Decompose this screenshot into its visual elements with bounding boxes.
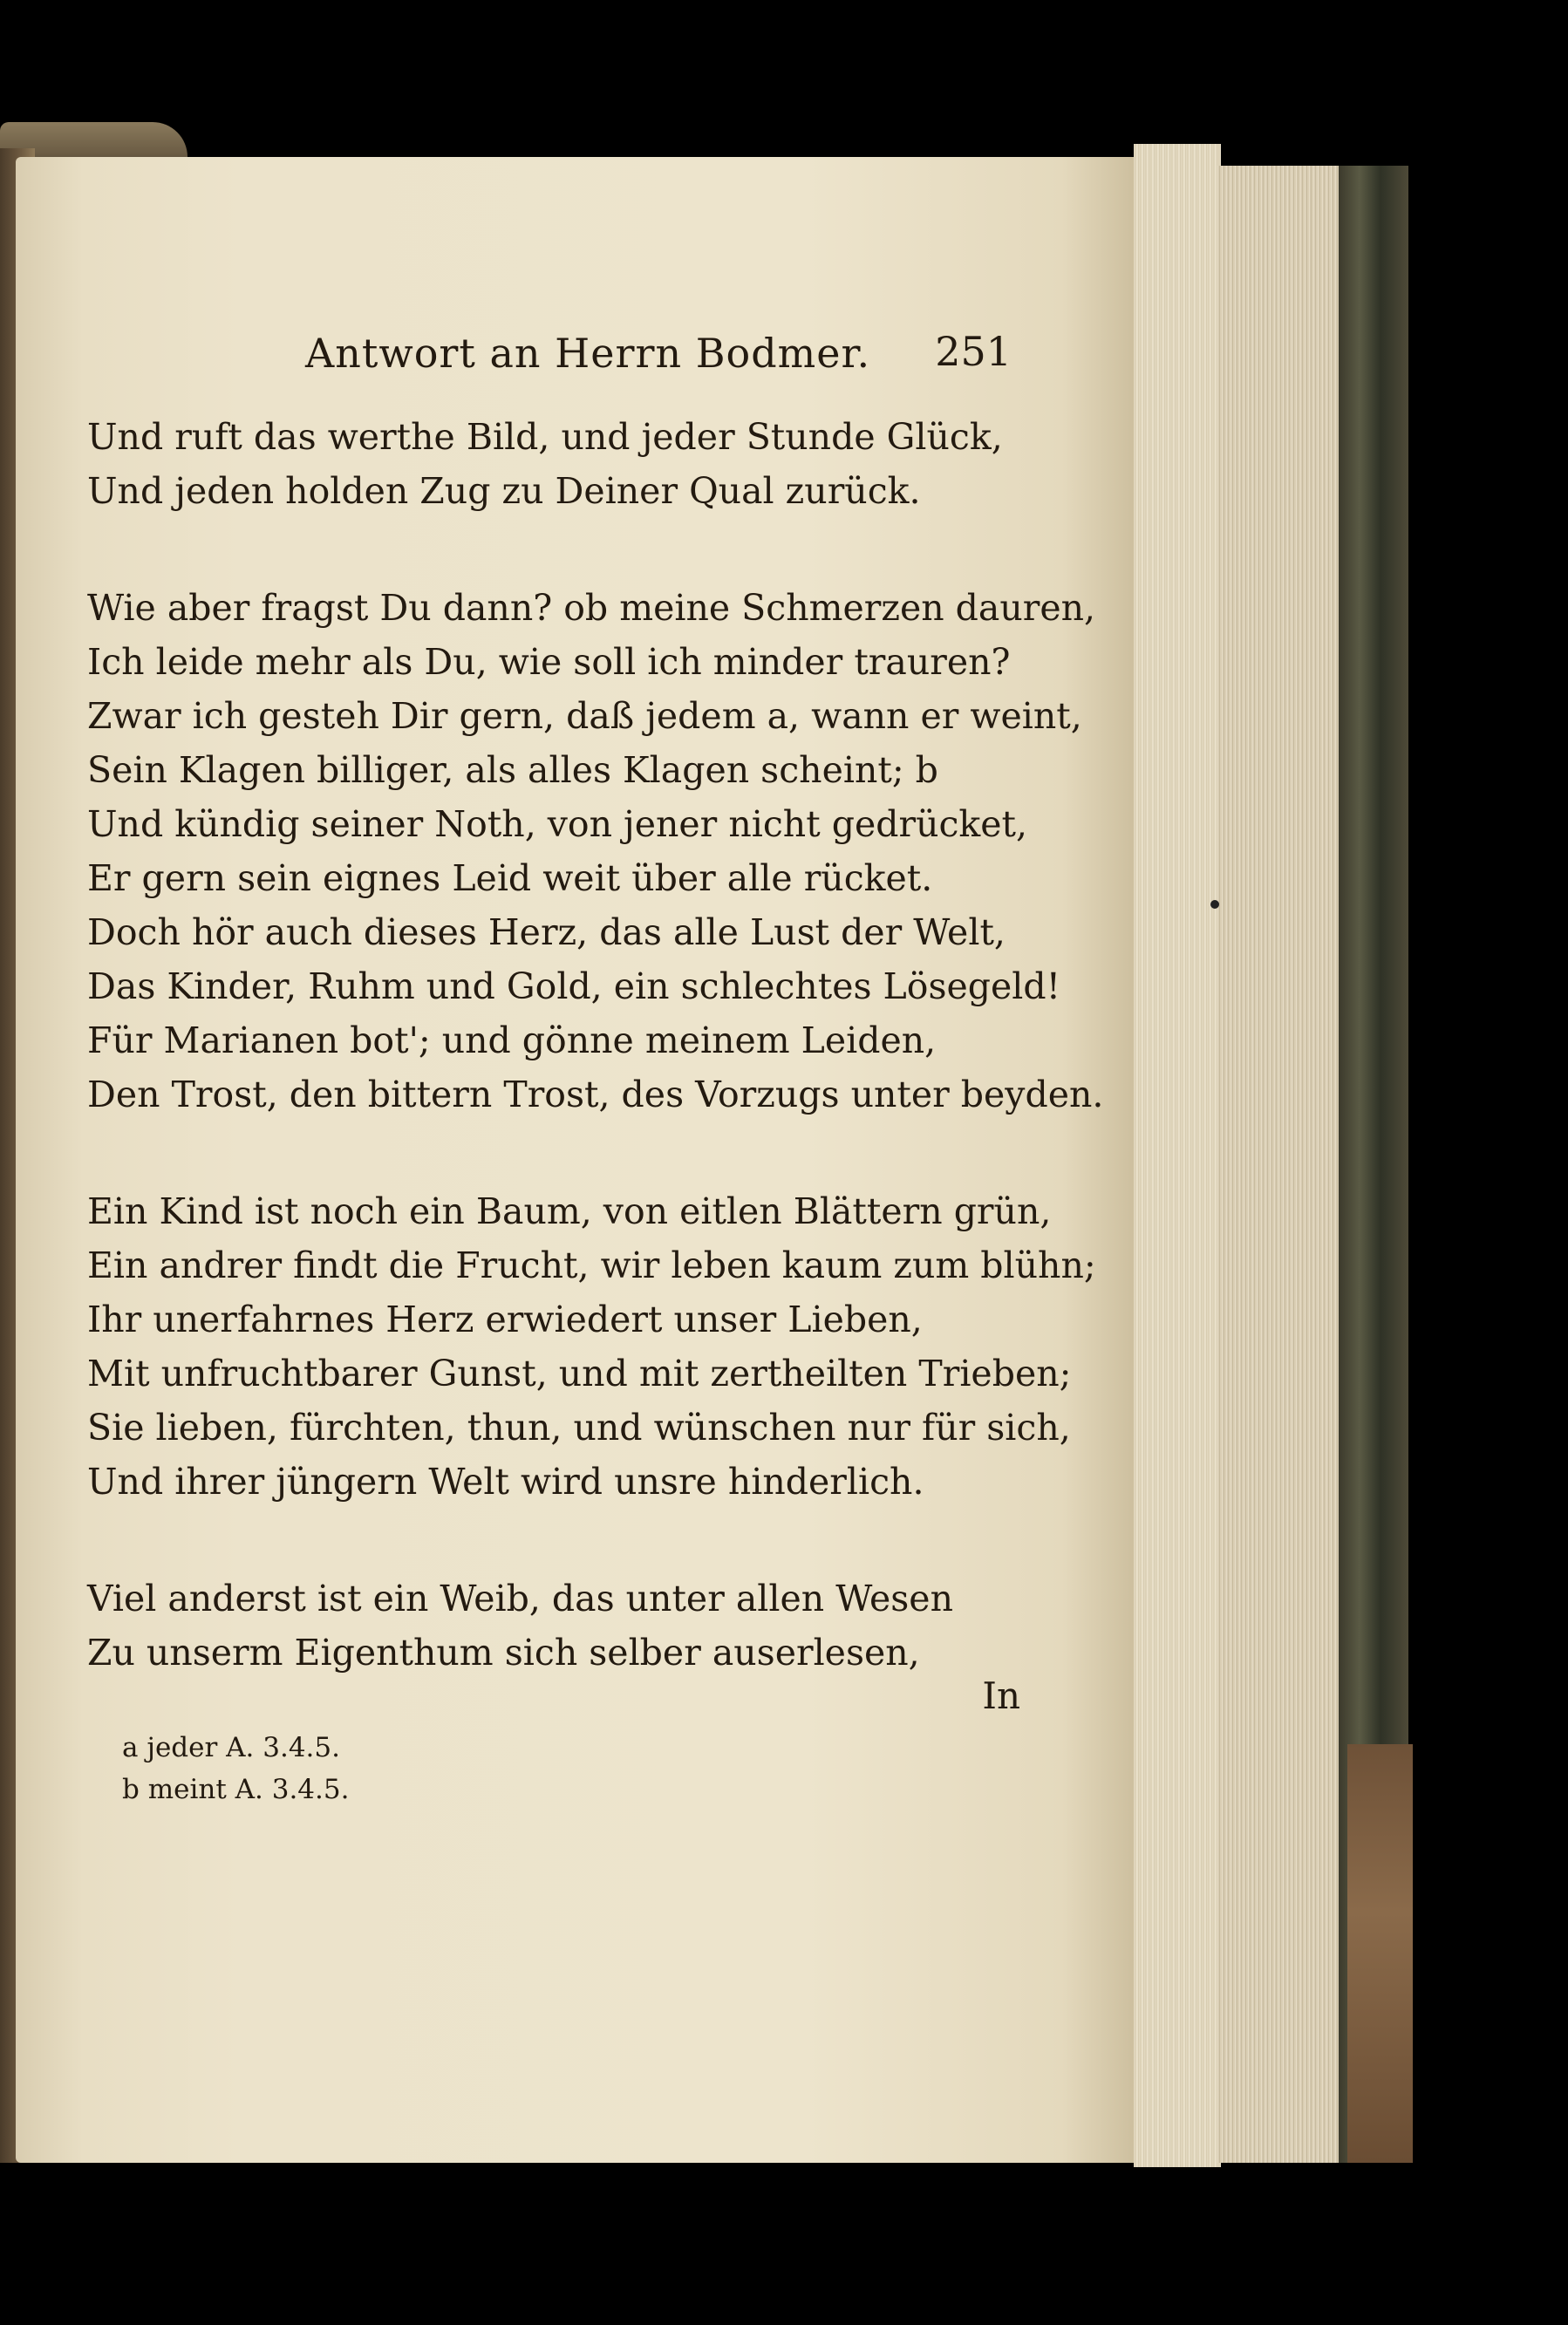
verse-line: Zu unserm Eigenthum sich selber auserlesen, [87, 1632, 920, 1674]
verse-line: Und jeden holden Zug zu Deiner Qual zurück. [87, 470, 921, 512]
dust-speck [1210, 900, 1219, 909]
stanza-break [87, 518, 1012, 581]
poem-body [87, 410, 1104, 1680]
verse-line: Ein Kind ist noch ein Baum, von eitlen Blättern grün, [87, 1190, 1052, 1232]
page-number: 251 [935, 328, 1012, 375]
page-stack-inner [1134, 144, 1221, 2167]
catch-word: In [982, 1674, 1020, 1717]
verse-line: Zwar ich gesteh Dir gern, daß jedem a, wann er weint, [87, 695, 1082, 737]
verse-line: Doch hör auch dieses Herz, das alle Lust der Welt, [87, 911, 1006, 953]
verse-line: Und ruft das werthe Bild, und jeder Stunde Glück, [87, 416, 1003, 458]
page-edges [1217, 166, 1351, 2163]
verse-line: Für Marianen bot'; und gönne meinem Leiden, [87, 1019, 937, 1061]
stanza-break [87, 1509, 1012, 1572]
footnote: a jeder A. 3.4.5. [122, 1732, 340, 1763]
verse-line: Mit unfruchtbarer Gunst, und mit zertheilten Trieben; [87, 1353, 1072, 1394]
running-head [218, 323, 1012, 384]
verse-line: Wie aber fragst Du dann? ob meine Schmerzen dauren, [87, 587, 1096, 629]
back-board-leather [1347, 1744, 1413, 2163]
running-title: Antwort an Herrn Bodmer. [305, 330, 871, 377]
verse-line: Und kündig seiner Noth, von jener nicht gedrücket, [87, 803, 1028, 845]
footnote: b meint A. 3.4.5. [122, 1774, 350, 1805]
verse-line: Den Trost, den bittern Trost, des Vorzugs unter beyden. [87, 1074, 1104, 1115]
verse-line: Viel anderst ist ein Weib, das unter allen Wesen [87, 1578, 953, 1619]
verse-line: Sein Klagen billiger, als alles Klagen scheint; b [87, 749, 938, 791]
verse-line: Ein andrer findt die Frucht, wir leben kaum zum blühn; [87, 1244, 1096, 1286]
verse-line: Ich leide mehr als Du, wie soll ich minder trauren? [87, 641, 1011, 683]
verse-line: Das Kinder, Ruhm und Gold, ein schlechtes Lösegeld! [87, 965, 1061, 1007]
verse-line: Ihr unerfahrnes Herz erwiedert unser Lieben, [87, 1299, 923, 1340]
text-block [87, 323, 1104, 1823]
stanza-break [87, 1122, 1012, 1184]
verse-line: Sie lieben, fürchten, thun, und wünschen nur für sich, [87, 1407, 1071, 1449]
footnotes [122, 1727, 558, 1810]
verse-line: Und ihrer jüngern Welt wird unsre hinderlich. [87, 1461, 924, 1503]
verse-line: Er gern sein eignes Leid weit über alle rücket. [87, 857, 933, 899]
